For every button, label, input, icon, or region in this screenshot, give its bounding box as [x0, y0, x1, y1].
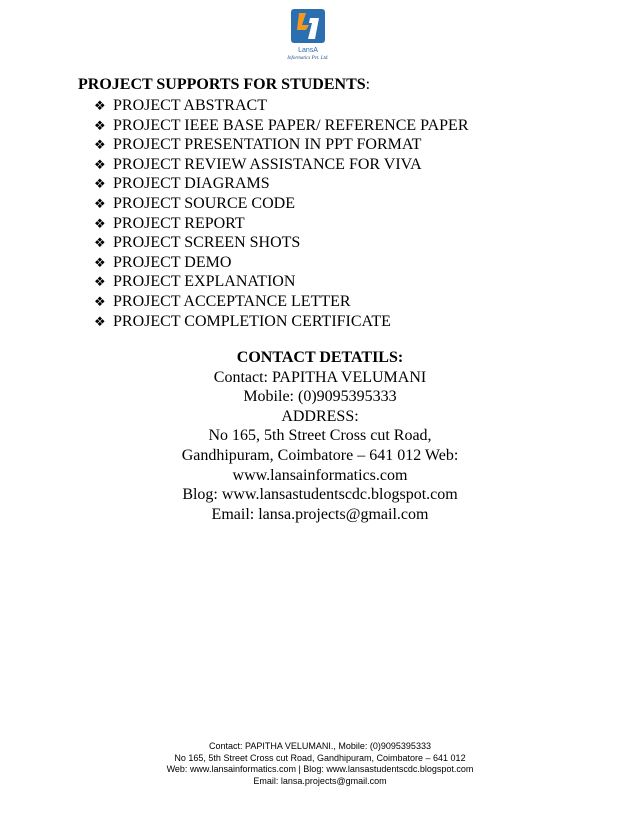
support-item-label: PROJECT REPORT — [113, 214, 245, 232]
diamond-bullet-icon: ❖ — [94, 215, 106, 231]
footer-web-line: Web: www.lansainformatics.com | Blog: www.lansastudentscdc.blogspot.com — [166, 764, 474, 774]
supports-heading-title: PROJECT SUPPORTS FOR STUDENTS — [78, 76, 366, 93]
supports-heading-colon: : — [365, 76, 371, 93]
support-item-label: PROJECT ACCEPTANCE LETTER — [113, 292, 351, 310]
list-item — [94, 312, 469, 332]
lansa-logo-icon — [290, 8, 326, 44]
supports-list — [94, 96, 469, 331]
supports-heading — [78, 76, 370, 94]
address-label: ADDRESS: — [281, 407, 359, 425]
footer-email-line: Email: lansa.projects@gmail.com — [253, 775, 387, 786]
support-item-label: PROJECT REVIEW ASSISTANCE FOR VIVA — [113, 155, 422, 173]
list-item — [94, 174, 469, 194]
diamond-bullet-icon: ❖ — [94, 195, 106, 211]
blog-link[interactable]: Blog: www.lansastudentscdc.blogspot.com — [182, 486, 458, 504]
list-item — [94, 96, 469, 116]
company-logo — [270, 8, 366, 66]
diamond-bullet-icon: ❖ — [94, 313, 106, 329]
support-item-label: PROJECT SOURCE CODE — [113, 194, 295, 212]
list-item — [94, 194, 469, 214]
support-item-label: PROJECT EXPLANATION — [113, 273, 296, 291]
contact-person: Contact: PAPITHA VELUMANI — [213, 368, 427, 386]
footer-address-line: No 165, 5th Street Cross cut Road, Gandhipuram, Coimbatore – 641 012 — [174, 752, 466, 763]
address-city-web: Gandhipuram, Coimbatore – 641 012 Web: — [181, 446, 459, 464]
support-item-label: PROJECT ABSTRACT — [113, 97, 267, 114]
list-item — [94, 155, 469, 175]
logo-tagline: Informatics Pvt. Ltd. — [287, 56, 329, 61]
support-item-label: PROJECT IEEE BASE PAPER/ REFERENCE PAPER — [113, 116, 469, 134]
list-item — [94, 135, 469, 155]
diamond-bullet-icon: ❖ — [94, 254, 106, 270]
diamond-bullet-icon: ❖ — [94, 274, 106, 290]
email-link[interactable]: Email: lansa.projects@gmail.com — [211, 505, 429, 523]
contact-details — [120, 348, 520, 524]
list-item — [94, 116, 469, 136]
website-link[interactable]: www.lansainformatics.com — [232, 466, 408, 484]
support-item-label: PROJECT PRESENTATION IN PPT FORMAT — [113, 136, 422, 154]
support-item-label: PROJECT DIAGRAMS — [113, 175, 270, 193]
list-item — [94, 214, 469, 234]
contact-mobile: Mobile: (0)9095395333 — [243, 388, 397, 406]
contact-title: CONTACT DETATILS: — [236, 349, 404, 366]
support-item-label: PROJECT COMPLETION CERTIFICATE — [113, 312, 391, 330]
diamond-bullet-icon: ❖ — [94, 156, 106, 172]
list-item — [94, 253, 469, 273]
footer-contact-line: Contact: PAPITHA VELUMANI., Mobile: (0)9095395333 — [209, 741, 431, 751]
address-street: No 165, 5th Street Cross cut Road, — [208, 427, 432, 445]
support-item-label: PROJECT DEMO — [113, 253, 232, 271]
list-item — [94, 292, 469, 312]
diamond-bullet-icon: ❖ — [94, 98, 106, 113]
list-item — [94, 272, 469, 292]
logo-brand-text: LansA — [298, 47, 318, 54]
diamond-bullet-icon: ❖ — [94, 293, 106, 309]
diamond-bullet-icon: ❖ — [94, 117, 106, 133]
diamond-bullet-icon: ❖ — [94, 176, 106, 192]
diamond-bullet-icon: ❖ — [94, 137, 106, 153]
page-footer — [120, 741, 520, 787]
support-item-label: PROJECT SCREEN SHOTS — [113, 234, 301, 252]
diamond-bullet-icon: ❖ — [94, 235, 106, 251]
list-item — [94, 233, 469, 253]
